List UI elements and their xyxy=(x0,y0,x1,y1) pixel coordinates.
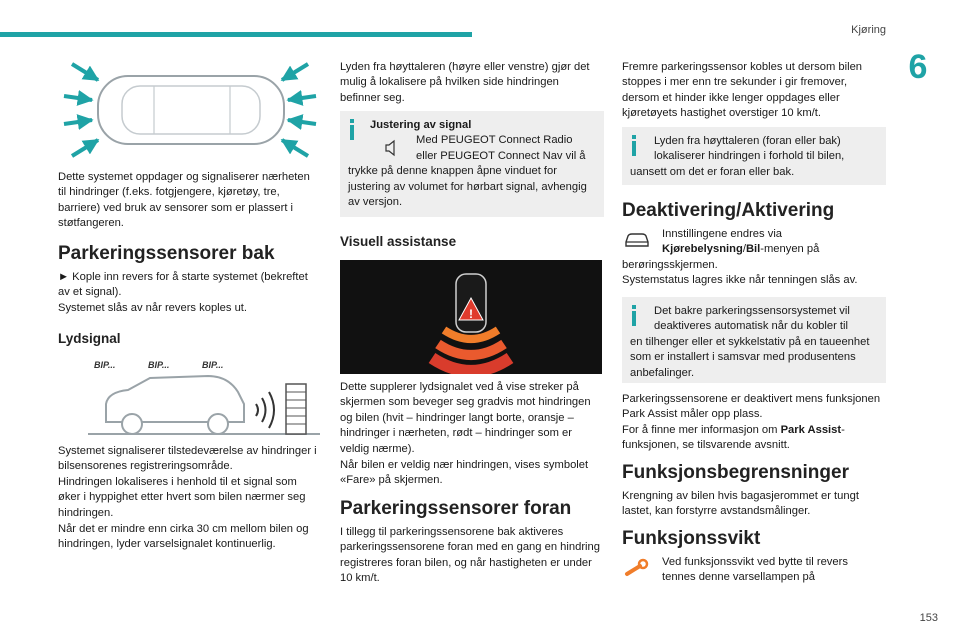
speaker-icon xyxy=(384,139,398,157)
info-icon xyxy=(631,305,637,327)
settings-line-3: berøringsskjermen. xyxy=(622,258,718,271)
park-assist-ref-b: -funksjonen, se tilsvarende avsnitt. xyxy=(622,424,845,452)
note1-line-1: Lyden fra høyttaleren (foran eller bak) xyxy=(654,135,841,147)
heading-front-sensors: Parkeringssensorer foran xyxy=(340,498,572,519)
rear-step-2: Systemet slås av når revers koples ut. xyxy=(58,302,248,314)
front-sensor-paragraph: Fremre parkeringssensor kobles ut dersom bilen stoppes i mer enn tre sekunder i gir fremover, dersom et hinder ikke lenger oppdages eller kjøretøyets hastighet overstiger 10 km/t. xyxy=(622,61,863,120)
sound-paragraph-2: Hindringen lokaliseres i henhold til et signal som øker i hyppighet etter hvert som bilen nærmer seg hindringen. xyxy=(58,476,306,519)
front-paragraph: I tillegg til parkeringssensorene bak aktiveres parkeringssensorene foran med en gang en hindring registreres foran bilen, og når hastigheten er under 10 km/t. xyxy=(340,526,600,585)
note-trailer xyxy=(622,297,886,383)
heading-visual-assist: Visuell assistanse xyxy=(340,234,457,249)
note1-line-2: lokaliserer hindringen i forhold til bilen, xyxy=(654,150,845,163)
visual-paragraph-2: Når bilen er veldig nær hindringen, vises symbolet «Fare» på skjermen. xyxy=(340,459,589,487)
speaker-paragraph: Lyden fra høyttaleren (høyre eller venstre) gjør det mulig å lokalisere på hvilken side hindringen befinner seg. xyxy=(340,61,590,104)
settings-line-4: Systemstatus lagres ikke når tenningen slås av. xyxy=(622,274,858,287)
menu-suffix: -menyen på xyxy=(760,243,820,256)
park-display-image xyxy=(340,260,602,374)
section-label: Kjøring xyxy=(851,24,886,36)
park-assist-paragraph: Parkeringssensorene er deaktivert mens funksjonen Park Assist måler opp plass. xyxy=(622,393,881,421)
bip-label: BIP... xyxy=(94,360,116,370)
car-topview-sensors-illustration xyxy=(60,56,320,164)
note-signal-adjust xyxy=(340,111,604,217)
limitations-paragraph: Krengning av bilen hvis bagasjerommet er tungt lastet, kan forstyrre avstandsmålinger. xyxy=(622,490,859,518)
note2-rest: en tilhenger eller et sykkelstativ på en taueenhet som er installert i samsvar med produsentens anbefalinger. xyxy=(630,335,870,379)
settings-line-1: Innstillingene endres via xyxy=(662,228,783,240)
car-side-beeps-illustration xyxy=(88,352,320,436)
menu-separator: / xyxy=(742,243,746,256)
note2-line-1: Det bakre parkeringssensorsystemet vil xyxy=(654,305,850,317)
menu-lighting: Kjørebelysning xyxy=(662,243,743,256)
car-settings-icon xyxy=(622,228,652,250)
info-icon xyxy=(349,119,355,141)
park-assist-bold: Park Assist xyxy=(780,424,842,436)
intro-paragraph: Dette systemet oppdager og signaliserer nærheten til hindringer (f.eks. fotgjengere, kjøretøy, tre, barriere) ved bruk av sensorer som er plassert i støtfangeren. xyxy=(58,171,310,230)
heading-rear-sensors: Parkeringssensorer bak xyxy=(58,243,275,264)
info-icon xyxy=(631,135,637,157)
heading-limitations: Funksjonsbegrensninger xyxy=(622,462,849,483)
heading-malfunction: Funksjonssvikt xyxy=(622,528,761,549)
note1-line-3: uansett om det er foran eller bak. xyxy=(630,165,795,178)
settings-line-2 xyxy=(662,242,819,257)
svg-text:!: ! xyxy=(469,307,473,321)
heading-deactivation: Deaktivering/Aktivering xyxy=(622,200,835,221)
malfunction-line-2: tennes denne varsellampen på xyxy=(662,571,816,584)
sound-paragraph-3: Når det er mindre enn cirka 30 cm mellom bilen og hindringen, lyder varselsignalet kontinuerlig. xyxy=(58,523,309,551)
header-accent-bar xyxy=(0,32,472,37)
sound-paragraph-1: Systemet signaliserer tilstedeværelse av hindringer i bilsensorenes registreringsområde. xyxy=(58,445,317,473)
park-assist-ref-a: For å finne mer informasjon om xyxy=(622,424,781,436)
bip-label: BIP... xyxy=(148,360,170,370)
menu-car: Bil xyxy=(745,243,761,256)
rear-step: ► Kople inn revers for å starte systemet (bekreftet av et signal). xyxy=(58,271,308,299)
wrench-icon xyxy=(622,556,652,582)
heading-sound-signal: Lydsignal xyxy=(58,331,121,346)
malfunction-line-1: Ved funksjonssvikt ved bytte til revers xyxy=(662,556,848,568)
note-title: Justering av signal xyxy=(370,119,472,131)
note-line-2: eller PEUGEOT Connect Nav vil å xyxy=(416,149,586,162)
note-rest: trykke på denne knappen åpne vinduet for justering av volumet for hørbart signal, avhengig av versjon. xyxy=(348,165,587,209)
note-line-1: Med PEUGEOT Connect Radio xyxy=(416,134,573,147)
park-assist-ref xyxy=(622,423,886,454)
bip-label: BIP... xyxy=(202,360,224,370)
visual-paragraph: Dette supplerer lydsignalet ved å vise streker på skjermen som beveger seg gradvis mot hindringen og bilen (hvit – hindringer langt borte, oransje – hindringer i nærheten, rødt – hindringer som er veldig nærme). xyxy=(340,381,591,455)
chapter-number: 6 xyxy=(908,48,928,86)
note2-line-2: deaktiveres automatisk når du kobler til xyxy=(654,320,849,333)
page-number: 153 xyxy=(919,612,938,624)
note-speaker-location xyxy=(622,127,886,185)
